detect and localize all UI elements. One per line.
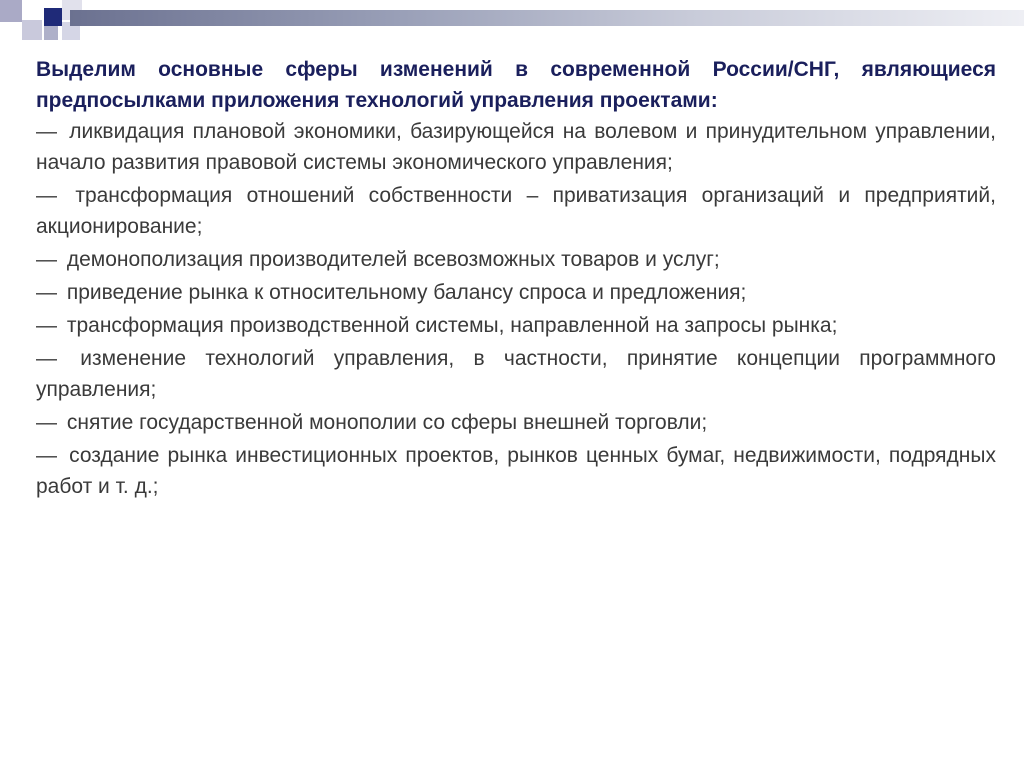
slide-heading: Выделим основные сферы изменений в современной России/СНГ, являющиеся предпосылками приложения технологий управления проектами:: [36, 58, 996, 112]
dash-marker: —: [36, 184, 57, 207]
list-item-text: ликвидация плановой экономики, базирующейся на волевом и принудительном управлении, начало развития правовой системы экономического управления;: [36, 120, 996, 174]
slide-content: [36, 54, 996, 504]
decor-square: [6, 26, 20, 40]
list-item-text: изменение технологий управления, в частности, принятие концепции программного управления;: [36, 347, 996, 401]
list-item: [36, 116, 996, 178]
dash-marker: —: [36, 281, 57, 304]
list-item: [36, 407, 996, 438]
list-item: [36, 244, 996, 275]
decor-square: [44, 8, 62, 26]
item-list: [36, 116, 996, 502]
decor-square: [44, 26, 58, 40]
list-item-text: приведение рынка к относительному балансу спроса и предложения;: [66, 281, 747, 304]
dash-marker: —: [36, 314, 57, 337]
list-item-text: трансформация отношений собственности – приватизация организаций и предприятий, акционирование;: [36, 184, 996, 238]
list-item: [36, 440, 996, 502]
header-gradient-bar: [70, 10, 1024, 26]
list-item: [36, 180, 996, 242]
list-item: [36, 277, 996, 308]
dash-marker: —: [36, 411, 57, 434]
decor-square: [22, 0, 42, 20]
decor-square: [0, 0, 22, 22]
list-item-text: трансформация производственной системы, направленной на запросы рынка;: [66, 314, 838, 337]
list-item-text: демонополизация производителей всевозможных товаров и услуг;: [66, 248, 720, 271]
list-item-text: снятие государственной монополии со сферы внешней торговли;: [66, 411, 708, 434]
list-item: [36, 343, 996, 405]
dash-marker: —: [36, 444, 57, 467]
list-item: [36, 310, 996, 341]
dash-marker: —: [36, 347, 57, 370]
decor-square: [22, 20, 42, 40]
list-item-text: создание рынка инвестиционных проектов, рынков ценных бумаг, недвижимости, подрядных работ и т. д.;: [36, 444, 996, 498]
dash-marker: —: [36, 120, 57, 143]
dash-marker: —: [36, 248, 57, 271]
